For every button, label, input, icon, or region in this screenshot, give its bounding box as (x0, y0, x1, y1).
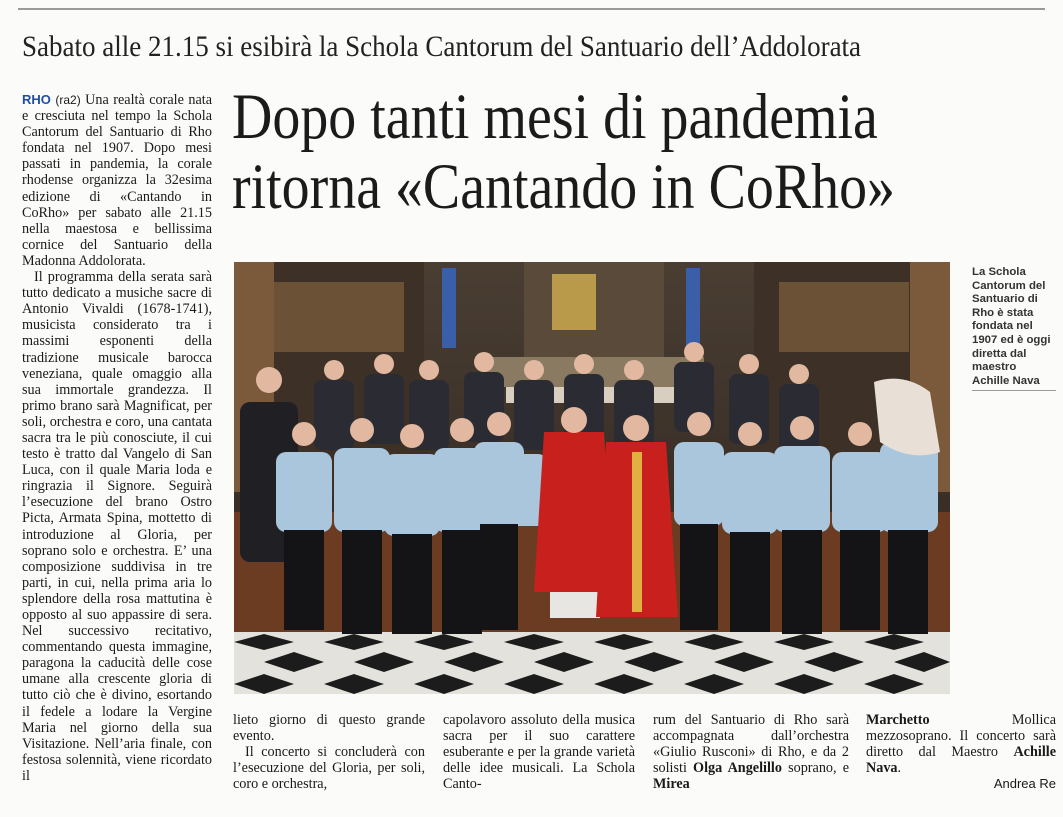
body-paragraph (22, 92, 212, 269)
body-text: Mollica mezzosoprano. Il concerto sarà diretto dal Maestro (866, 712, 1056, 761)
body-paragraph: capolavoro assoluto della musica sacra per il suo carattere esuberante e per la grande varietà delle idee musicali. La Schola Canto- (443, 712, 635, 793)
checker-floor (234, 632, 950, 694)
body-paragraph (866, 712, 1056, 776)
choir-photo (234, 262, 950, 694)
soloist-name: Mirea (653, 776, 690, 793)
body-paragraph: lieto giorno di questo grande evento. (233, 712, 425, 745)
conductor-name: Achille Nava (866, 744, 1056, 777)
caption-rule (972, 390, 1056, 391)
headline-line-2: ritorna «Cantando in CoRho» (232, 151, 895, 223)
source-code: (ra2) (55, 93, 81, 107)
body-column-2 (443, 712, 635, 802)
choir-photo-illustration (234, 262, 950, 694)
body-column-1 (233, 712, 425, 802)
body-column-4 (866, 712, 1056, 802)
body-column-3 (653, 712, 849, 802)
top-rule (18, 8, 1045, 10)
article-headline (232, 82, 937, 222)
soloist-name: Olga Angelillo (693, 760, 782, 777)
body-paragraph: Il concerto si concluderà con l’esecuzione del Gloria, per soli, coro e orchestra, (233, 744, 425, 793)
body-text: soprano, e (781, 760, 849, 777)
body-text: . (897, 760, 902, 777)
photo-caption: La Schola Cantorum del Santuario di Rho è stata fondata nel 1907 ed è oggi diretta dal maestro Achille Nava (972, 266, 1051, 387)
body-column-left (22, 92, 212, 784)
body-text: rum del Santuario di Rho sarà accompagnata dall’orchestra «Giulio Rusconi» di Rho, e da 2 solisti (653, 712, 849, 777)
soloist-name: Marchetto (866, 712, 930, 728)
author-byline: Andrea Re (993, 776, 1056, 792)
dateline: RHO (22, 92, 51, 107)
body-text: Una realtà corale nata e cresciuta nel tempo la Schola Cantorum del Santuario di Rho fondata nel 1907. Dopo mesi passati in pandemia, la corale rhodense organizza la 32esima edizione di «Cantando in CoRho» per sabato alle 21.15 nella maestosa e bellissima cornice del Santuario della Madonna Addolorata. (22, 92, 212, 269)
article-kicker: Sabato alle 21.15 si esibirà la Schola Cantorum del Santuario dell’Addolorata (22, 30, 862, 63)
headline-line-1: Dopo tanti mesi di pandemia (232, 81, 878, 153)
body-paragraph (653, 712, 849, 792)
body-paragraph: Il programma della serata sarà tutto dedicato a musiche sacre di Antonio Vivaldi (1678-1741), musicista considerato tra i massimi esponenti della tradizione musicale barocca veneziana, quale omaggio alla sua immortale grandezza. Il primo brano sarà Magnificat, per soli, orchestra e coro, una cantata sacra tra le più conosciute, il cui testo è tratto dal Vangelo di San Luca, con il quale Maria loda e ringrazia il Signore. Seguirà l’esecuzione del brano Ostro Picta, Armata Spina, mottetto di introduzione al Gloria, per soprano solo e orchestra. E’ una composizione suddivisa in tre parti, in cui, nella prima aria lo splendore della rosa mattutina è opposto al suo appassire di sera. Nel successivo recitativo, commentando questa immagine, paragona la caducità delle cose umane alla crescente gloria di tutto ciò che è divino, esortando il fedele a lodare la Vergine Maria nel giorno della sua Visitazione. Nell’aria finale, con festosa solennità, viene ricordato il (22, 269, 212, 784)
